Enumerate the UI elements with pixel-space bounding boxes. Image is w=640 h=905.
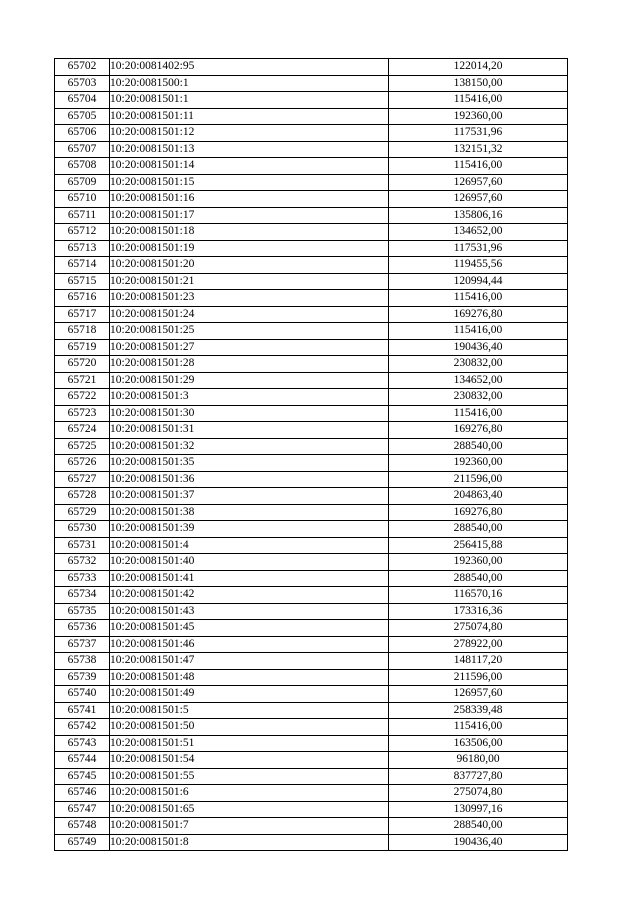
row-number: 65731 (55, 537, 110, 554)
cadastral-value: 122014,20 (389, 59, 568, 76)
cadastral-number: 10:20:0081501:35 (110, 455, 389, 472)
cadastral-number: 10:20:0081501:38 (110, 504, 389, 521)
cadastral-value: 211596,00 (389, 669, 568, 686)
cadastral-value: 288540,00 (389, 818, 568, 835)
cadastral-value: 288540,00 (389, 570, 568, 587)
cadastral-number: 10:20:0081501:46 (110, 636, 389, 653)
row-number: 65738 (55, 653, 110, 670)
row-number: 65722 (55, 389, 110, 406)
cadastral-number: 10:20:0081501:15 (110, 174, 389, 191)
table-row (55, 422, 568, 439)
cadastral-value: 148117,20 (389, 653, 568, 670)
table-row (55, 537, 568, 554)
table-row (55, 339, 568, 356)
row-number: 65749 (55, 834, 110, 851)
cadastral-number: 10:20:0081501:19 (110, 240, 389, 257)
cadastral-number: 10:20:0081501:65 (110, 801, 389, 818)
cadastral-value: 190436,40 (389, 339, 568, 356)
cadastral-value: 256415,88 (389, 537, 568, 554)
table-row (55, 554, 568, 571)
row-number: 65745 (55, 768, 110, 785)
row-number: 65708 (55, 158, 110, 175)
cadastral-value: 169276,80 (389, 422, 568, 439)
cadastral-value: 119455,56 (389, 257, 568, 274)
table-row (55, 686, 568, 703)
cadastral-value: 120994,44 (389, 273, 568, 290)
cadastral-number: 10:20:0081501:43 (110, 603, 389, 620)
table-row (55, 240, 568, 257)
row-number: 65714 (55, 257, 110, 274)
row-number: 65711 (55, 207, 110, 224)
table-row (55, 158, 568, 175)
row-number: 65720 (55, 356, 110, 373)
table-row (55, 653, 568, 670)
table-row (55, 834, 568, 851)
row-number: 65732 (55, 554, 110, 571)
row-number: 65736 (55, 620, 110, 637)
cadastral-number: 10:20:0081501:8 (110, 834, 389, 851)
cadastral-number: 10:20:0081501:23 (110, 290, 389, 307)
cadastral-number: 10:20:0081501:6 (110, 785, 389, 802)
row-number: 65705 (55, 108, 110, 125)
cadastral-value: 115416,00 (389, 92, 568, 109)
row-number: 65746 (55, 785, 110, 802)
row-number: 65709 (55, 174, 110, 191)
table-row (55, 785, 568, 802)
cadastral-value: 173316,36 (389, 603, 568, 620)
table-row (55, 372, 568, 389)
table-row (55, 207, 568, 224)
cadastral-number: 10:20:0081501:54 (110, 752, 389, 769)
table-row (55, 306, 568, 323)
table-row (55, 389, 568, 406)
cadastral-number: 10:20:0081501:39 (110, 521, 389, 538)
cadastral-value: 258339,48 (389, 702, 568, 719)
cadastral-number: 10:20:0081501:42 (110, 587, 389, 604)
cadastral-number: 10:20:0081501:17 (110, 207, 389, 224)
cadastral-value: 230832,00 (389, 389, 568, 406)
cadastral-number: 10:20:0081501:4 (110, 537, 389, 554)
cadastral-number: 10:20:0081501:32 (110, 438, 389, 455)
cadastral-value: 837727,80 (389, 768, 568, 785)
row-number: 65739 (55, 669, 110, 686)
cadastral-value: 130997,16 (389, 801, 568, 818)
cadastral-value: 115416,00 (389, 405, 568, 422)
cadastral-number: 10:20:0081501:13 (110, 141, 389, 158)
table-row (55, 290, 568, 307)
cadastral-value: 96180,00 (389, 752, 568, 769)
row-number: 65717 (55, 306, 110, 323)
cadastral-number: 10:20:0081501:47 (110, 653, 389, 670)
row-number: 65726 (55, 455, 110, 472)
table-row (55, 570, 568, 587)
cadastral-number: 10:20:0081501:29 (110, 372, 389, 389)
row-number: 65724 (55, 422, 110, 439)
cadastral-value: 275074,80 (389, 620, 568, 637)
table-row (55, 587, 568, 604)
cadastral-value: 115416,00 (389, 158, 568, 175)
row-number: 65748 (55, 818, 110, 835)
cadastral-value: 169276,80 (389, 504, 568, 521)
cadastral-value: 192360,00 (389, 108, 568, 125)
table-row (55, 438, 568, 455)
cadastral-number: 10:20:0081501:18 (110, 224, 389, 241)
table-row (55, 174, 568, 191)
row-number: 65742 (55, 719, 110, 736)
cadastral-number: 10:20:0081501:1 (110, 92, 389, 109)
cadastral-value: 117531,96 (389, 240, 568, 257)
cadastral-value: 116570,16 (389, 587, 568, 604)
cadastral-value: 288540,00 (389, 438, 568, 455)
cadastral-number: 10:20:0081501:11 (110, 108, 389, 125)
row-number: 65725 (55, 438, 110, 455)
cadastral-value: 204863,40 (389, 488, 568, 505)
row-number: 65715 (55, 273, 110, 290)
table-row (55, 636, 568, 653)
row-number: 65716 (55, 290, 110, 307)
cadastral-number: 10:20:0081501:27 (110, 339, 389, 356)
table-body (55, 59, 568, 851)
table-row (55, 224, 568, 241)
row-number: 65704 (55, 92, 110, 109)
table-row (55, 603, 568, 620)
row-number: 65737 (55, 636, 110, 653)
table-row (55, 356, 568, 373)
row-number: 65729 (55, 504, 110, 521)
cadastral-value: 135806,16 (389, 207, 568, 224)
cadastral-number: 10:20:0081501:49 (110, 686, 389, 703)
row-number: 65723 (55, 405, 110, 422)
row-number: 65718 (55, 323, 110, 340)
row-number: 65719 (55, 339, 110, 356)
cadastral-number: 10:20:0081501:37 (110, 488, 389, 505)
cadastral-number: 10:20:0081501:45 (110, 620, 389, 637)
table-row (55, 488, 568, 505)
cadastral-number: 10:20:0081501:30 (110, 405, 389, 422)
cadastral-number: 10:20:0081501:24 (110, 306, 389, 323)
cadastral-value: 115416,00 (389, 290, 568, 307)
cadastral-number: 10:20:0081501:40 (110, 554, 389, 571)
cadastral-value: 230832,00 (389, 356, 568, 373)
table-row (55, 273, 568, 290)
cadastral-number: 10:20:0081501:48 (110, 669, 389, 686)
cadastral-number: 10:20:0081501:7 (110, 818, 389, 835)
row-number: 65733 (55, 570, 110, 587)
row-number: 65740 (55, 686, 110, 703)
table-row (55, 504, 568, 521)
table-row (55, 323, 568, 340)
cadastral-number: 10:20:0081501:5 (110, 702, 389, 719)
table-row (55, 455, 568, 472)
cadastral-value: 211596,00 (389, 471, 568, 488)
table-row (55, 405, 568, 422)
cadastral-value: 126957,60 (389, 191, 568, 208)
table-row (55, 752, 568, 769)
cadastral-number: 10:20:0081501:51 (110, 735, 389, 752)
table-row (55, 75, 568, 92)
cadastral-number: 10:20:0081501:21 (110, 273, 389, 290)
cadastral-number: 10:20:0081501:25 (110, 323, 389, 340)
cadastral-value: 117531,96 (389, 125, 568, 142)
cadastral-value: 126957,60 (389, 686, 568, 703)
cadastral-value: 115416,00 (389, 323, 568, 340)
cadastral-number: 10:20:0081501:55 (110, 768, 389, 785)
cadastral-value: 192360,00 (389, 455, 568, 472)
table-row (55, 669, 568, 686)
cadastral-number: 10:20:0081501:41 (110, 570, 389, 587)
row-number: 65735 (55, 603, 110, 620)
table-row (55, 471, 568, 488)
cadastral-value-table (54, 58, 568, 851)
table-row (55, 735, 568, 752)
table-row (55, 191, 568, 208)
table-row (55, 818, 568, 835)
cadastral-number: 10:20:0081501:14 (110, 158, 389, 175)
table-row (55, 108, 568, 125)
cadastral-number: 10:20:0081501:31 (110, 422, 389, 439)
cadastral-number: 10:20:0081500:1 (110, 75, 389, 92)
cadastral-number: 10:20:0081501:50 (110, 719, 389, 736)
cadastral-number: 10:20:0081501:28 (110, 356, 389, 373)
row-number: 65706 (55, 125, 110, 142)
table-row (55, 521, 568, 538)
cadastral-number: 10:20:0081501:12 (110, 125, 389, 142)
cadastral-value: 275074,80 (389, 785, 568, 802)
row-number: 65710 (55, 191, 110, 208)
cadastral-value: 115416,00 (389, 719, 568, 736)
cadastral-number: 10:20:0081501:20 (110, 257, 389, 274)
cadastral-number: 10:20:0081501:3 (110, 389, 389, 406)
table-row (55, 125, 568, 142)
table-row (55, 92, 568, 109)
table-row (55, 719, 568, 736)
cadastral-number: 10:20:0081402:95 (110, 59, 389, 76)
cadastral-value: 278922,00 (389, 636, 568, 653)
cadastral-number: 10:20:0081501:16 (110, 191, 389, 208)
cadastral-value: 126957,60 (389, 174, 568, 191)
table-row (55, 801, 568, 818)
row-number: 65707 (55, 141, 110, 158)
row-number: 65734 (55, 587, 110, 604)
table-row (55, 620, 568, 637)
row-number: 65743 (55, 735, 110, 752)
row-number: 65721 (55, 372, 110, 389)
cadastral-value: 134652,00 (389, 372, 568, 389)
row-number: 65703 (55, 75, 110, 92)
cadastral-value: 134652,00 (389, 224, 568, 241)
row-number: 65741 (55, 702, 110, 719)
row-number: 65713 (55, 240, 110, 257)
cadastral-value: 163506,00 (389, 735, 568, 752)
table-row (55, 702, 568, 719)
row-number: 65747 (55, 801, 110, 818)
table-row (55, 59, 568, 76)
row-number: 65730 (55, 521, 110, 538)
table-row (55, 768, 568, 785)
cadastral-value: 169276,80 (389, 306, 568, 323)
row-number: 65727 (55, 471, 110, 488)
row-number: 65702 (55, 59, 110, 76)
cadastral-number: 10:20:0081501:36 (110, 471, 389, 488)
cadastral-value: 192360,00 (389, 554, 568, 571)
row-number: 65712 (55, 224, 110, 241)
row-number: 65728 (55, 488, 110, 505)
cadastral-value: 132151,32 (389, 141, 568, 158)
cadastral-value: 138150,00 (389, 75, 568, 92)
cadastral-value: 190436,40 (389, 834, 568, 851)
table-row (55, 141, 568, 158)
cadastral-value: 288540,00 (389, 521, 568, 538)
row-number: 65744 (55, 752, 110, 769)
table-row (55, 257, 568, 274)
